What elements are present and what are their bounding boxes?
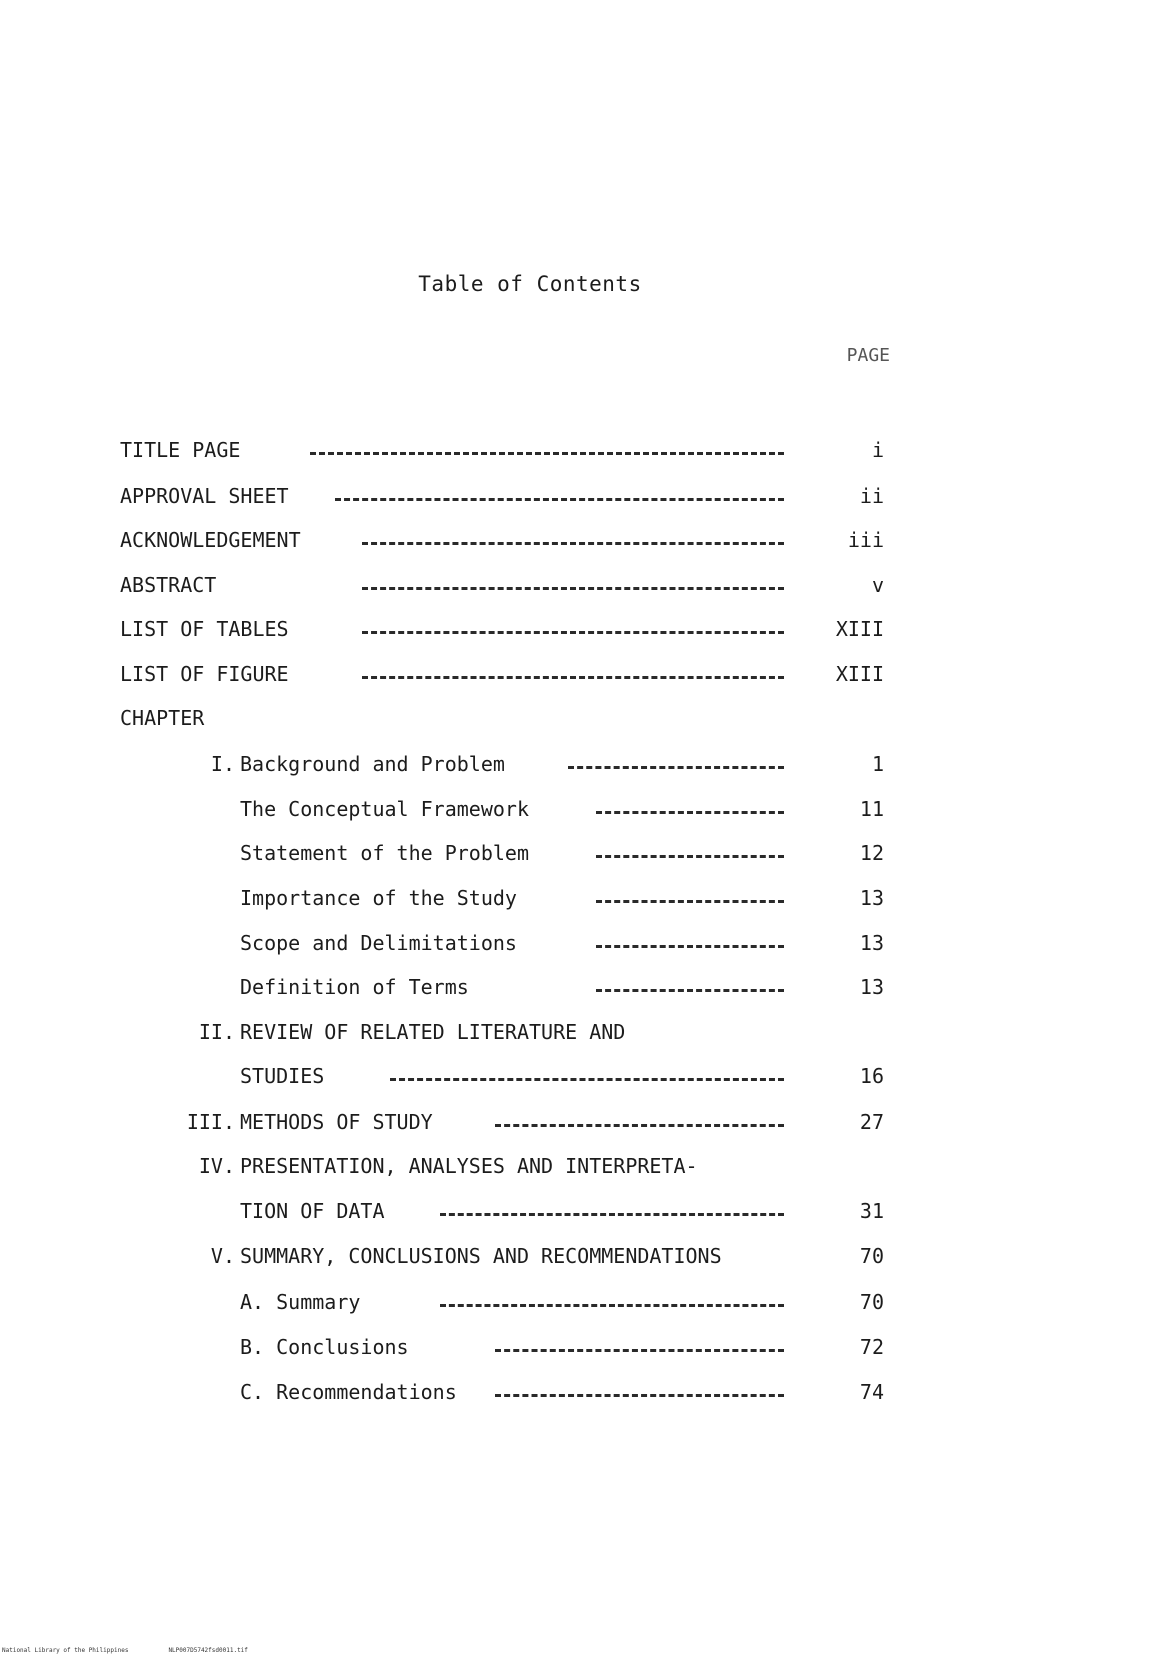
toc-entry-label: CHAPTER	[120, 706, 205, 730]
toc-page-number: 12	[859, 841, 884, 865]
toc-row	[0, 886, 1172, 914]
toc-row	[0, 484, 1172, 512]
toc-row	[0, 752, 1172, 780]
scan-footer	[2, 1647, 288, 1654]
toc-page-number: ii	[859, 484, 884, 508]
toc-row	[0, 706, 1172, 734]
dot-leader	[596, 989, 784, 992]
toc-entry-label: METHODS OF STUDY	[240, 1110, 433, 1134]
toc-entry-label: ABSTRACT	[120, 573, 217, 597]
toc-row	[0, 1199, 1172, 1227]
scan-filename: NLP007D5742fsd0011.tif	[168, 1647, 248, 1654]
toc-entry-label: Scope and Delimitations	[240, 931, 517, 955]
toc-row	[0, 1020, 1172, 1048]
toc-row	[0, 1244, 1172, 1272]
toc-entry-label: A. Summary	[240, 1290, 361, 1314]
toc-entry-label: Background and Problem	[240, 752, 505, 776]
page-title: Table of Contents	[418, 272, 642, 296]
toc-entry-label: The Conceptual Framework	[240, 797, 529, 821]
dot-leader	[310, 452, 784, 455]
toc-row	[0, 1290, 1172, 1318]
toc-page-number: 70	[859, 1244, 884, 1268]
dot-leader	[362, 587, 784, 590]
toc-page-number: 13	[859, 886, 884, 910]
library-credit: National Library of the Philippines	[2, 1647, 129, 1654]
toc-entry-label: LIST OF TABLES	[120, 617, 289, 641]
toc-row	[0, 1110, 1172, 1138]
toc-entry-label: PRESENTATION, ANALYSES AND INTERPRETA-	[240, 1154, 698, 1178]
toc-page-number: 31	[859, 1199, 884, 1223]
toc-entry-label: Definition of Terms	[240, 975, 469, 999]
toc-page-number: XIII	[835, 617, 884, 641]
toc-page-number: iii	[847, 528, 884, 552]
toc-entry-label: TION OF DATA	[240, 1199, 385, 1223]
dot-leader	[596, 855, 784, 858]
toc-entry-label: B. Conclusions	[240, 1335, 409, 1359]
toc-entry-label: SUMMARY, CONCLUSIONS AND RECOMMENDATIONS	[240, 1244, 722, 1268]
toc-page-number: 11	[859, 797, 884, 821]
toc-entry-label: STUDIES	[240, 1064, 325, 1088]
toc-row	[0, 1064, 1172, 1092]
toc-entry-label: APPROVAL SHEET	[120, 484, 289, 508]
toc-page-number: 74	[859, 1380, 884, 1404]
toc-page-number: 13	[859, 975, 884, 999]
toc-row	[0, 662, 1172, 690]
dot-leader	[440, 1304, 784, 1307]
dot-leader	[440, 1213, 784, 1216]
toc-entry-label: ACKNOWLEDGEMENT	[120, 528, 301, 552]
toc-row	[0, 1380, 1172, 1408]
toc-row	[0, 1154, 1172, 1182]
toc-row	[0, 617, 1172, 645]
dot-leader	[596, 945, 784, 948]
dot-leader	[495, 1124, 784, 1127]
toc-page-number: 72	[859, 1335, 884, 1359]
toc-entry-number: II.	[198, 1020, 235, 1044]
dot-leader	[335, 498, 784, 501]
toc-page-number: i	[871, 438, 884, 462]
toc-entry-label: Importance of the Study	[240, 886, 517, 910]
dot-leader	[390, 1078, 784, 1081]
toc-row	[0, 797, 1172, 825]
dot-leader	[596, 900, 784, 903]
dot-leader	[495, 1394, 784, 1397]
toc-page-number: 27	[859, 1110, 884, 1134]
toc-row	[0, 1335, 1172, 1363]
toc-page-number: v	[871, 573, 884, 597]
toc-entry-label: REVIEW OF RELATED LITERATURE AND	[240, 1020, 626, 1044]
dot-leader	[362, 542, 784, 545]
toc-entry-label: Statement of the Problem	[240, 841, 529, 865]
dot-leader	[362, 676, 784, 679]
toc-entry-number: IV.	[198, 1154, 235, 1178]
toc-page-number: 16	[859, 1064, 884, 1088]
dot-leader	[596, 811, 784, 814]
toc-page-number: XIII	[835, 662, 884, 686]
toc-entry-label: TITLE PAGE	[120, 438, 241, 462]
toc-entry-number: III.	[186, 1110, 235, 1134]
dot-leader	[495, 1349, 784, 1352]
toc-entry-label: C. Recommendations	[240, 1380, 457, 1404]
toc-row	[0, 438, 1172, 466]
toc-entry-label: LIST OF FIGURE	[120, 662, 289, 686]
toc-row	[0, 573, 1172, 601]
toc-page-number: 70	[859, 1290, 884, 1314]
toc-row	[0, 931, 1172, 959]
toc-page-number: 13	[859, 931, 884, 955]
page-column-header: PAGE	[846, 345, 890, 366]
toc-row	[0, 975, 1172, 1003]
toc-row	[0, 841, 1172, 869]
toc-entry-number: I.	[210, 752, 235, 776]
toc-entry-number: V.	[210, 1244, 235, 1268]
toc-row	[0, 528, 1172, 556]
dot-leader	[568, 766, 784, 769]
toc-page-number: 1	[871, 752, 884, 776]
dot-leader	[362, 631, 784, 634]
